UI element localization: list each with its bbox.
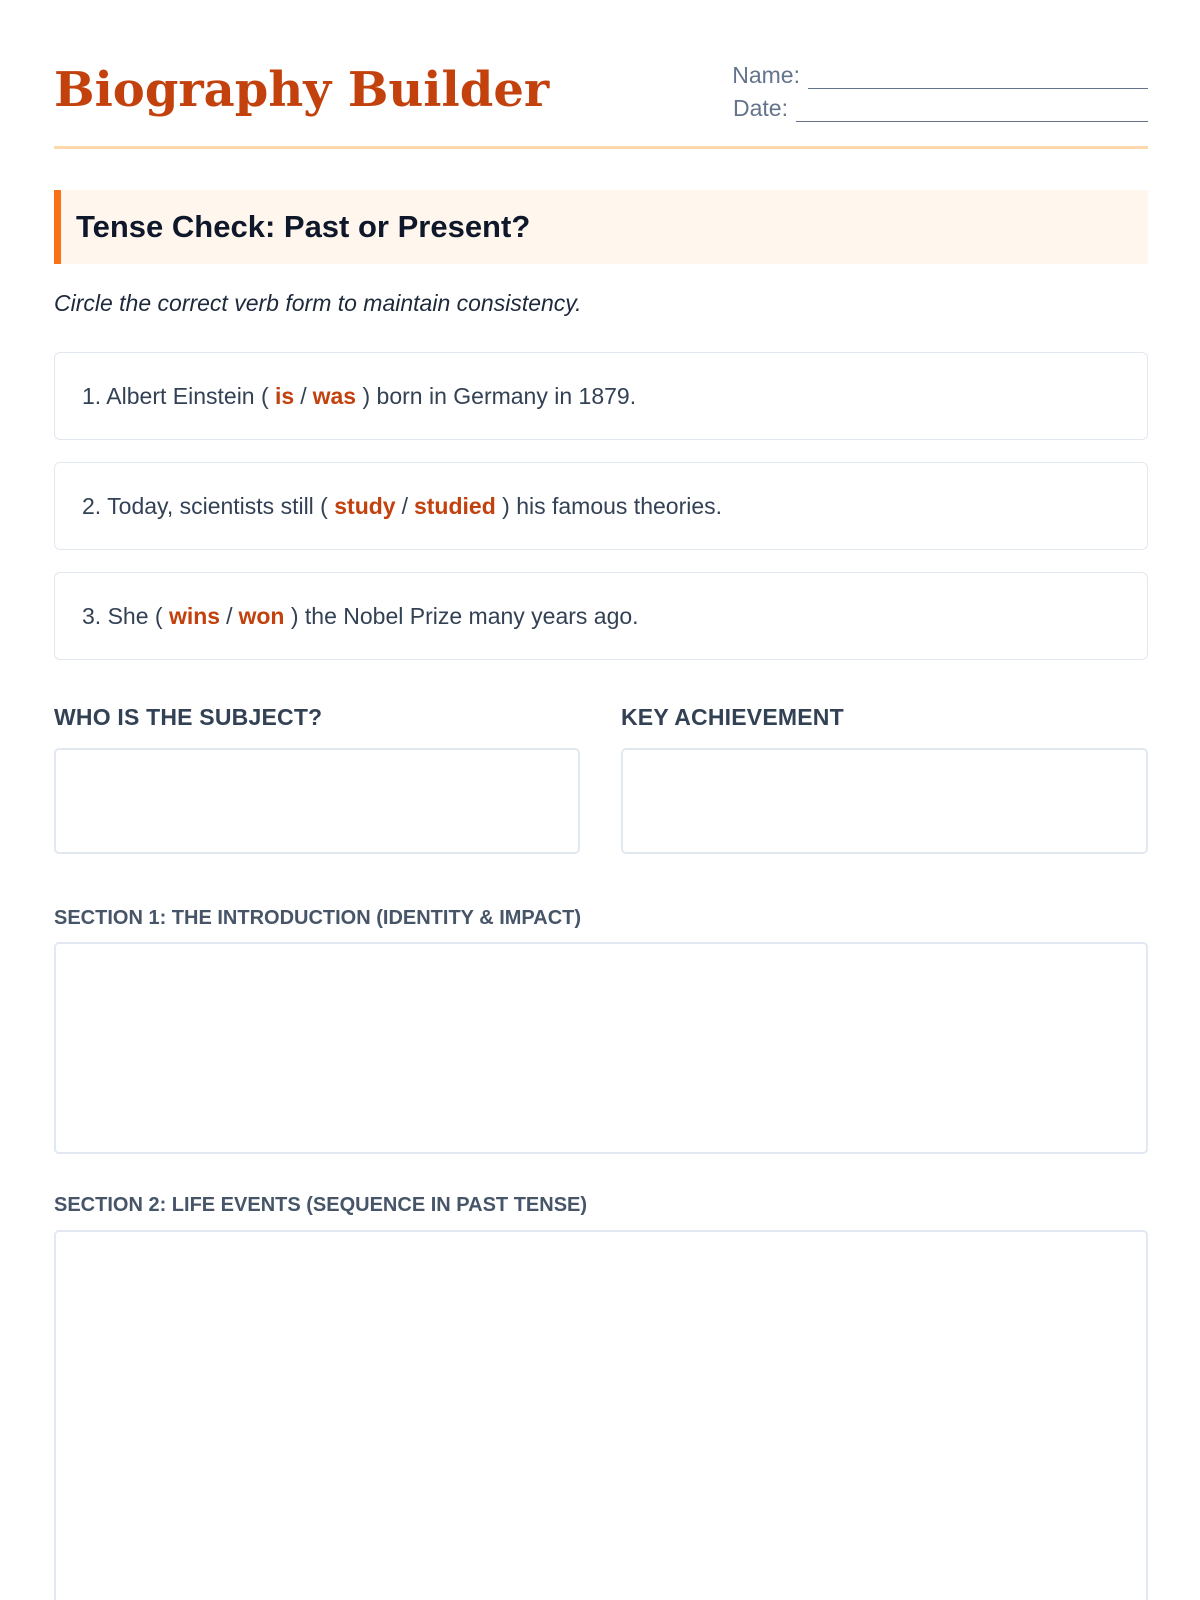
instructions-text: Circle the correct verb form to maintain consistency.	[54, 290, 582, 316]
date-label: Date:	[733, 95, 788, 121]
section2-label: SECTION 2: LIFE EVENTS (SEQUENCE IN PAST TENSE)	[54, 1194, 588, 1216]
option-separator: /	[300, 382, 307, 409]
verb-option-a[interactable]: is	[275, 382, 295, 409]
tense-check-heading: Tense Check: Past or Present?	[76, 209, 531, 244]
question-text-after: ) the Nobel Prize many years ago.	[290, 602, 639, 629]
subject-label: WHO IS THE SUBJECT?	[54, 704, 323, 730]
name-label: Name:	[732, 62, 800, 88]
achievement-input-box[interactable]	[621, 748, 1148, 854]
verb-option-b[interactable]: studied	[413, 492, 496, 519]
question-item	[54, 352, 1148, 440]
verb-option-b[interactable]: won	[238, 602, 285, 629]
worksheet-header	[54, 0, 1148, 150]
name-row	[728, 56, 1148, 89]
page-title: Biography Builder	[54, 62, 550, 118]
worksheet-page	[54, 0, 1148, 1216]
question-text-after: ) his famous theories.	[502, 492, 723, 519]
question-item	[54, 462, 1148, 550]
date-line[interactable]	[796, 97, 1148, 122]
question-text-after: ) born in Germany in 1879.	[362, 382, 637, 409]
header-divider	[54, 146, 1148, 149]
date-row	[728, 89, 1148, 122]
question-text-before: 3. She (	[82, 602, 163, 629]
section2-writing-box[interactable]	[54, 1230, 1148, 1600]
tense-check-banner	[54, 190, 1148, 264]
name-date-block	[728, 56, 1148, 122]
verb-option-b[interactable]: was	[312, 382, 357, 409]
verb-option-a[interactable]: study	[334, 492, 396, 519]
option-separator: /	[401, 492, 408, 519]
question-text-before: 2. Today, scientists still (	[82, 492, 328, 519]
name-line[interactable]	[808, 64, 1148, 89]
question-text-before: 1. Albert Einstein (	[82, 382, 269, 409]
subject-input-box[interactable]	[54, 748, 580, 854]
option-separator: /	[226, 602, 233, 629]
question-item	[54, 572, 1148, 660]
verb-option-a[interactable]: wins	[168, 602, 221, 629]
section1-writing-box[interactable]	[54, 942, 1148, 1154]
achievement-label: KEY ACHIEVEMENT	[621, 704, 844, 730]
section1-label: SECTION 1: THE INTRODUCTION (IDENTITY & IMPACT)	[54, 907, 582, 929]
